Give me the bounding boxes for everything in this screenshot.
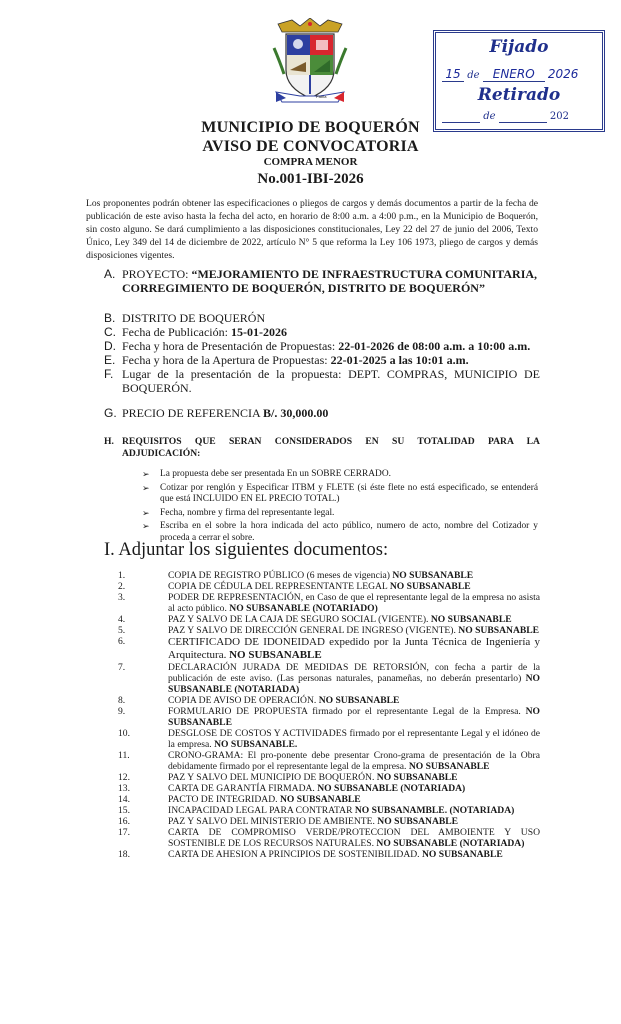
section-d-text [122, 339, 540, 353]
document-number: 11. [118, 750, 130, 761]
list-item-text: Fecha, nombre y firma del representante legal. [160, 507, 335, 518]
arrow-bullet-icon: ➢ [142, 507, 150, 518]
section-h [104, 436, 540, 460]
section-d-letter: D. [104, 339, 116, 353]
document-item [104, 614, 540, 625]
document-text [168, 805, 540, 816]
municipality-title: MUNICIPIO DE BOQUERÓN [201, 119, 420, 136]
document-item [104, 662, 540, 695]
publication-date-label: Fecha de Publicación: [122, 325, 231, 339]
document-item [104, 728, 540, 750]
presentation-date-label: Fecha y hora de Presentación de Propuestas: [122, 339, 339, 353]
district-label: DISTRITO DE BOQUERÓN [122, 311, 266, 325]
documents-heading: I. Adjuntar los siguientes documentos: [104, 540, 389, 560]
document-item [104, 772, 540, 783]
document-text [168, 614, 540, 625]
requirements-list [142, 469, 538, 546]
document-description: CARTA DE AHESION A PRINCIPIOS DE SOSTENIBILIDAD. [168, 849, 422, 860]
reference-price: B/. 30,000.00 [263, 406, 329, 420]
document-description: DECLARACIÓN JURADA DE MEDIDAS DE RETORSIÓN, con fecha a partir de la publicación de este aviso. (Las personas naturales, panameñas, no deberán presentarlo) [168, 662, 540, 684]
document-text [168, 750, 540, 772]
document-number: 1. [118, 570, 126, 581]
stamp-retirado-label: Retirado [477, 85, 561, 105]
presentation-date: 22-01-2026 de 08:00 a.m. a 10:00 a.m. [338, 339, 531, 353]
document-condition: NO SUBSANAMBLE. (NOTARIADA) [354, 805, 515, 816]
stamp-fijado-month: ENERO [483, 67, 545, 82]
document-item [104, 625, 540, 636]
document-number: 2. [118, 581, 126, 592]
document-condition: NO SUBSANABLE [430, 614, 512, 625]
document-item [104, 706, 540, 728]
document-item [104, 805, 540, 816]
document-number: 15. [118, 805, 130, 816]
document-condition: NO SUBSANABLE. [214, 739, 298, 750]
list-item-text: Escriba en el sobre la hora indicada del acto público, numero de acto, nombre del Cotizador y proceda a cerrar el sobre. [160, 521, 538, 543]
section-a-label: PROYECTO: [122, 267, 192, 281]
document-number: 6. [118, 636, 126, 647]
document-description: PAZ Y SALVO DE DIRECCIÓN GENERAL DE INGRESO (VIGENTE). [168, 625, 459, 636]
document-text [168, 570, 540, 581]
section-c-letter: C. [104, 325, 116, 339]
document-description: COPIA DE REGISTRO PÚBLICO (6 meses de vigencia) [168, 570, 393, 581]
document-item [104, 592, 540, 614]
document-item [104, 750, 540, 772]
document-condition: NO SUBSANABLE [376, 772, 458, 783]
document-description: COPIA DE CÉDULA DEL REPRESENTANTE LEGAL [168, 581, 390, 592]
document-description: DESGLOSE DE COSTOS Y ACTIVIDADES firmado por el representante Legal y el idóneo de la empresa. [168, 728, 540, 750]
stamp-fijado-day: 15 [442, 67, 464, 82]
stamp-retirado-year: 202 [549, 111, 569, 122]
document-condition: NO SUBSANABLE (NOTARIADA) [317, 783, 466, 794]
document-text [168, 662, 540, 695]
document-text [168, 783, 540, 794]
arrow-bullet-icon: ➢ [142, 521, 150, 531]
document-description: CARTA DE COMPROMISO VERDE/PROTECCION DEL AMBOIENTE Y USO SOSTENIBLE DE LOS RECURSOS NATURALES. [168, 827, 540, 849]
document-item [104, 794, 540, 805]
document-item [104, 695, 540, 706]
document-condition: NO SUBSANABLE [389, 581, 471, 592]
requirements-heading: REQUISITOS QUE SERAN CONSIDERADOS EN SU TOTALIDAD PARA LA ADJUDICACIÓN: [122, 436, 540, 459]
document-condition: NO SUBSANABLE [408, 761, 490, 772]
document-description: FORMULARIO DE PROPUESTA firmado por el representante Legal de la Empresa. [168, 706, 526, 717]
document-description: PAZ Y SALVO DE LA CAJA DE SEGURO SOCIAL (VIGENTE). [168, 614, 431, 625]
stamp-fijado-date [442, 67, 594, 82]
section-e-letter: E. [104, 353, 116, 367]
document-item [104, 570, 540, 581]
document-text [168, 827, 540, 849]
stamp-fijado-label: Fijado [489, 37, 549, 57]
document-description: COPIA DE AVISO DE OPERACIÓN. [168, 695, 319, 706]
document-condition: NO SUBSANABLE [421, 849, 503, 860]
document-condition: NO SUBSANABLE (NOTARIADA) [376, 838, 525, 849]
document-number: 4. [118, 614, 126, 625]
document-number: 10. [118, 728, 130, 739]
document-number: 5. [118, 625, 126, 636]
document-condition: NO SUBSANABLE [168, 706, 540, 728]
document-description: PAZ Y SALVO DEL MUNICIPIO DE BOQUERÓN. [168, 772, 377, 783]
posting-stamp [433, 30, 605, 132]
list-item-text: Cotizar por renglón y Especificar ITBM y FLETE (si éste flete no está especificado, se entenderá que está INCLUIDO EN EL PRECIO TOTAL.) [160, 482, 538, 504]
document-number: 3. [118, 592, 126, 603]
section-c-text [122, 325, 540, 339]
purchase-type: COMPRA MENOR [263, 156, 358, 168]
intro-paragraph: Los proponentes podrán obtener las especificaciones o pliegos de cargos y demás documentos a partir de la fecha de publicación de este aviso hasta la fecha del acto, en horario de 8:00 a.m. a 4:00 p.m., en la Municipio de Boquerón, sin costo alguno. Se dará cumplimiento a las disposiciones constitucionales, Ley 22 del 27 de junio del 2006, Texto Único, Ley 349 del 14 de diciembre de 2022, artículo N° 5 que reforma la Ley 106 1973, pliego de cargos y demás disposiciones vigentes. [86, 198, 538, 261]
notice-number: No.001-IBI-2026 [257, 171, 364, 187]
document-condition: NO SUBSANABLE (NOTARIADO) [229, 603, 378, 614]
section-f-letter: F. [104, 367, 114, 381]
document-description: CRONO-GRAMA: El pro-ponente debe presentar Crono-grama de presentación de la Obra debidamente firmado por el representante legal de la empresa. [168, 750, 540, 772]
document-text [168, 625, 540, 636]
document-text [168, 581, 540, 592]
document-text [168, 728, 540, 750]
stamp-de2: de [483, 111, 496, 122]
document-text [168, 695, 540, 706]
crest-banner-text: Patria [316, 94, 327, 99]
document-item [104, 636, 540, 662]
list-item [142, 469, 538, 481]
municipal-crest-logo [272, 18, 348, 106]
document-text [168, 849, 540, 860]
document-text [168, 636, 540, 662]
document-text [168, 772, 540, 783]
section-a-letter: A. [104, 267, 116, 281]
document-description: PAZ Y SALVO DEL MINISTERIO DE AMBIENTE. [168, 816, 378, 827]
documents-list [104, 570, 540, 860]
document-description: CERTIFICADO DE IDONEIDAD expedido por la Junta Técnica de Ingeniería y Arquitectura. [168, 636, 540, 661]
document-condition: NO SUBSANABLE [377, 816, 459, 827]
section-h-letter: H. [104, 436, 114, 447]
document-text [168, 592, 540, 614]
publication-date: 15-01-2026 [230, 325, 287, 339]
document-description: INCAPACIDAD LEGAL PARA CONTRATAR [168, 805, 355, 816]
document-condition: NO SUBSANABLE (NOTARIADA) [168, 673, 540, 695]
arrow-bullet-icon: ➢ [142, 482, 150, 493]
document-item [104, 827, 540, 849]
document-item [104, 816, 540, 827]
section-g-letter: G. [104, 406, 117, 420]
document-number: 17. [118, 827, 130, 838]
document-number: 13. [118, 783, 130, 794]
reference-price-label: PRECIO DE REFERENCIA [122, 406, 264, 420]
document-condition: NO SUBSANABLE [458, 625, 540, 636]
document-condition: NO SUBSANABLE [392, 570, 474, 581]
opening-date: 22-01-2025 a las 10:01 a.m. [330, 353, 469, 367]
section-b-letter: B. [104, 311, 116, 325]
document-description: PACTO DE INTEGRIDAD. [168, 794, 280, 805]
document-description: PODER DE REPRESENTACIÓN, en Caso de que el representante legal de la empresa no asista al acto público. [168, 592, 540, 614]
notice-title: AVISO DE CONVOCATORIA [202, 138, 419, 155]
project-name: “MEJORAMIENTO DE INFRAESTRUCTURA COMUNITARIA, CORREGIMIENTO DE BOQUERÓN, DISTRITO DE BOQUERÓN” [122, 267, 538, 295]
document-item [104, 849, 540, 860]
opening-date-label: Fecha y hora de la Apertura de Propuestas: [122, 353, 331, 367]
document-item [104, 581, 540, 592]
stamp-de1: de [467, 70, 480, 81]
document-text [168, 794, 540, 805]
document-number: 18. [118, 849, 130, 860]
document-condition: NO SUBSANABLE [279, 794, 361, 805]
document-number: 8. [118, 695, 126, 706]
arrow-bullet-icon: ➢ [142, 469, 150, 479]
list-item-text: La propuesta debe ser presentada En un SOBRE CERRADO. [160, 469, 391, 479]
section-g-text [122, 406, 540, 420]
stamp-fijado-year: 2026 [547, 67, 579, 81]
document-description: CARTA DE GARANTÍA FIRMADA. [168, 783, 318, 794]
section-e-text [122, 353, 540, 367]
section-a-text [122, 267, 540, 295]
document-number: 7. [118, 662, 126, 673]
document-condition: NO SUBSANABLE [318, 695, 400, 706]
presentation-place: Lugar de la presentación de la propuesta: DEPT. COMPRAS, MUNICIPIO DE BOQUERÓN. [122, 367, 540, 395]
document-number: 12. [118, 772, 130, 783]
list-item [142, 483, 538, 506]
document-text [168, 816, 540, 827]
list-item [142, 508, 538, 520]
document-number: 14. [118, 794, 130, 805]
document-item [104, 783, 540, 794]
document-number: 16. [118, 816, 130, 827]
document-condition: NO SUBSANABLE [229, 649, 322, 661]
document-number: 9. [118, 706, 126, 717]
document-text [168, 706, 540, 728]
